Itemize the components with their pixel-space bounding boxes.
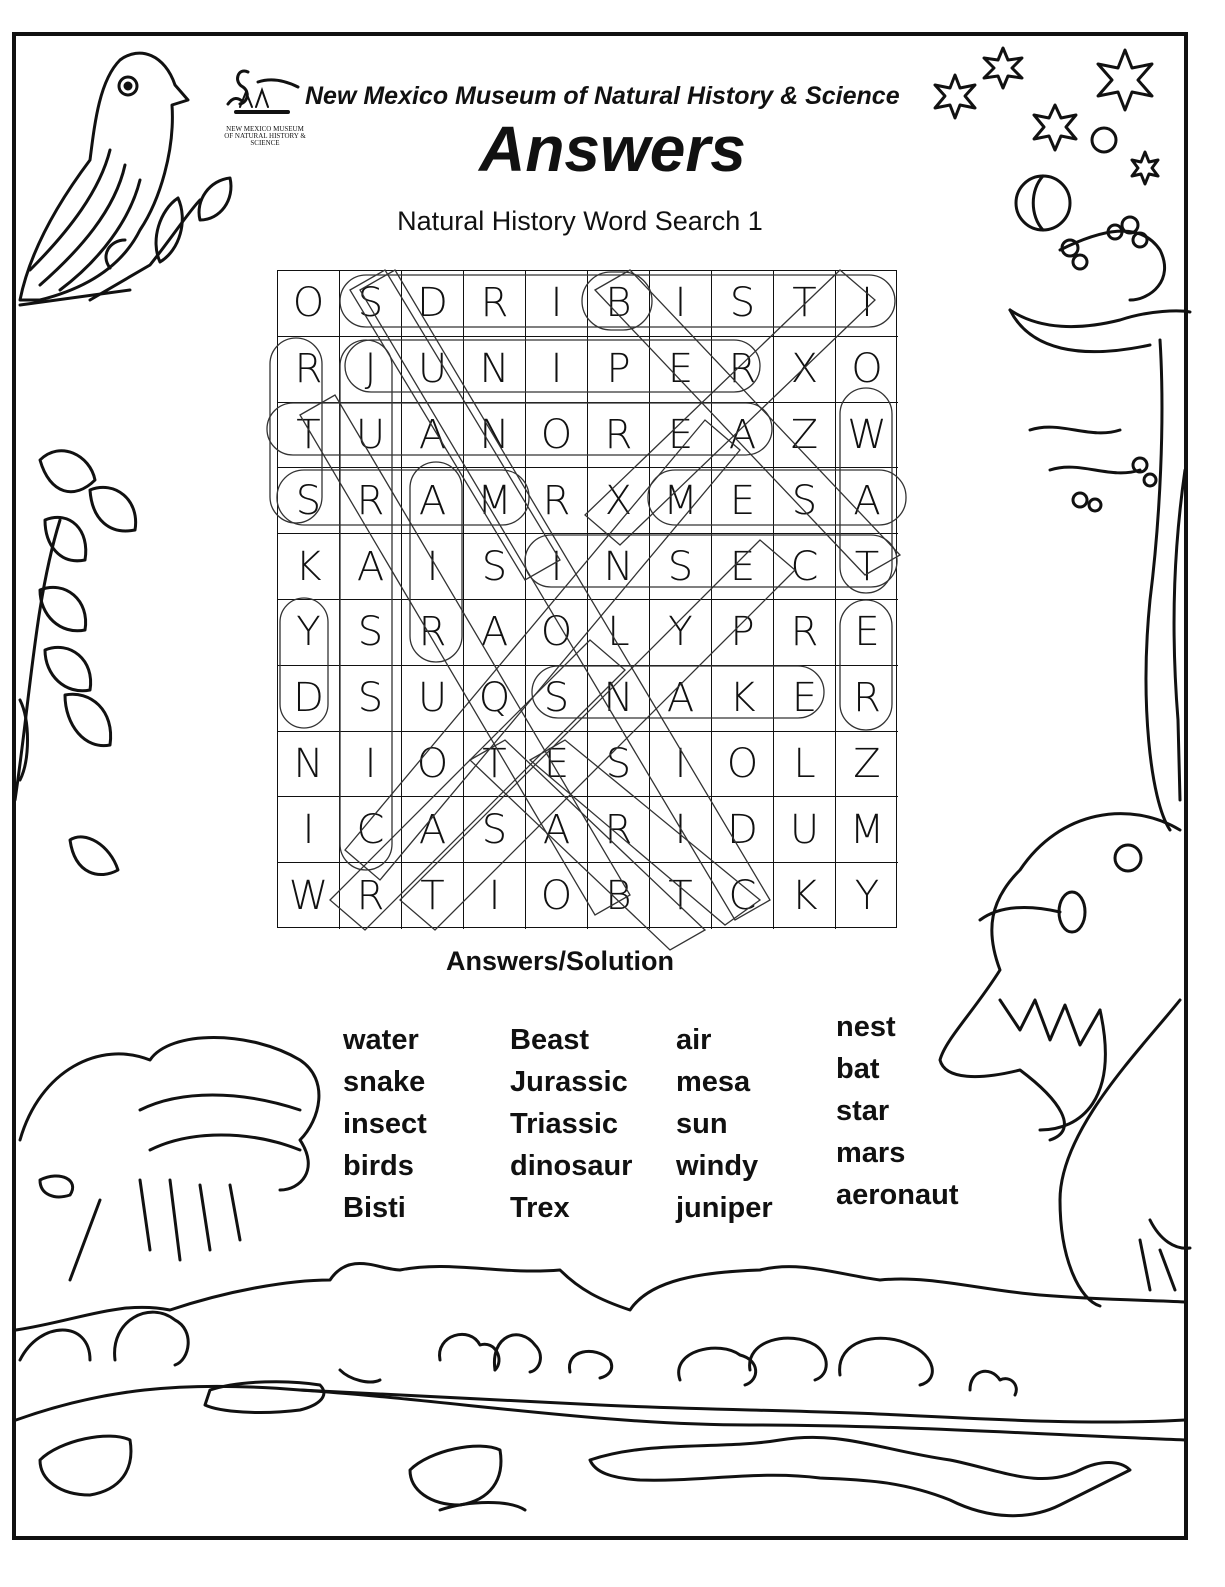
grid-cell: S [712, 271, 774, 337]
grid-cell: N [464, 403, 526, 469]
grid-cell: C [340, 797, 402, 863]
grid-cell: A [650, 666, 712, 732]
grid-cell: P [712, 600, 774, 666]
word-list-item: water [343, 1024, 419, 1056]
grid-cell: R [836, 666, 898, 732]
grid-cell: E [774, 666, 836, 732]
grid-cell: R [588, 797, 650, 863]
grid-cell: R [464, 271, 526, 337]
grid-cell: I [464, 863, 526, 929]
grid-cell: U [774, 797, 836, 863]
grid-cell: I [340, 732, 402, 798]
grid-cell: L [588, 600, 650, 666]
grid-cell: N [588, 534, 650, 600]
grid-cell: A [402, 797, 464, 863]
grid-cell: E [650, 337, 712, 403]
grid-cell: D [278, 666, 340, 732]
grid-cell: E [650, 403, 712, 469]
grid-cell: A [402, 468, 464, 534]
grid-cell: R [402, 600, 464, 666]
grid-cell: O [712, 732, 774, 798]
grid-cell: W [278, 863, 340, 929]
grid-cell: S [340, 666, 402, 732]
grid-cell: I [526, 337, 588, 403]
grid-cell: Y [854, 873, 880, 920]
grid-cell: R [278, 337, 340, 403]
solution-label: Answers/Solution [445, 946, 675, 976]
grid-cell: T [402, 863, 464, 929]
word-list-item: bat [836, 1053, 880, 1085]
word-list-item: aeronaut [836, 1179, 959, 1211]
grid-cell: B [588, 271, 650, 337]
grid-cell: S [340, 271, 402, 337]
grid-cell: U [340, 403, 402, 469]
grid-cell: S [588, 732, 650, 798]
word-list-item: dinosaur [510, 1150, 633, 1182]
word-list-item: Bisti [343, 1192, 406, 1224]
word-list-column-2 [510, 1019, 632, 1229]
grid-cell: L [774, 732, 836, 798]
grid-cell: N [464, 337, 526, 403]
grid-cell: E [526, 732, 588, 798]
word-list-item: sun [676, 1108, 728, 1140]
grid-cell: S [650, 534, 712, 600]
grid-cell: A [526, 797, 588, 863]
word-list-item: Jurassic [510, 1066, 628, 1098]
word-list-item: air [676, 1024, 712, 1056]
grid-cell: A [712, 403, 774, 469]
word-list-item: Triassic [510, 1108, 619, 1140]
grid-cell: O [526, 600, 588, 666]
grid-cell: R [588, 403, 650, 469]
word-list-item: mesa [676, 1066, 751, 1098]
word-list-item: star [836, 1095, 890, 1127]
grid-cell: A [464, 600, 526, 666]
grid-cell: S [526, 666, 588, 732]
grid-cell: A [340, 534, 402, 600]
grid-cell: A [836, 468, 898, 534]
grid-cell: T [774, 271, 836, 337]
grid-cell: R [526, 468, 588, 534]
grid-cell: S [774, 468, 836, 534]
word-list-column-1 [343, 1019, 427, 1229]
word-list-item: Beast [510, 1024, 589, 1056]
word-list-item: windy [676, 1150, 759, 1182]
word-list-item: mars [836, 1137, 906, 1169]
grid-cell: D [712, 797, 774, 863]
word-list-column-4 [836, 1006, 958, 1216]
grid-cell: T [836, 534, 898, 600]
grid-cell: Y [650, 600, 712, 666]
grid-cell: Y [278, 600, 340, 666]
grid-cell: I [650, 732, 712, 798]
word-search-subtitle: Natural History Word Search 1 [397, 206, 763, 236]
grid-cell: I [278, 797, 340, 863]
grid-cell: K [774, 863, 836, 929]
grid-cell: W [836, 403, 898, 469]
grid-cell: J [340, 337, 402, 403]
grid-cell: S [464, 797, 526, 863]
word-list-item: nest [836, 1011, 896, 1043]
grid-cell: O [402, 732, 464, 798]
word-list-item: Trex [510, 1192, 570, 1224]
grid-cell: R [340, 863, 402, 929]
grid-cell: I [526, 534, 588, 600]
grid-cell: X [588, 468, 650, 534]
grid-cell: U [402, 666, 464, 732]
grid-cell: T [464, 732, 526, 798]
grid-cell: N [278, 732, 340, 798]
grid-cell: E [836, 600, 898, 666]
grid-cell: I [650, 797, 712, 863]
grid-cell: A [402, 403, 464, 469]
grid-cell: I [836, 271, 898, 337]
grid-cell: O [526, 863, 588, 929]
grid-cell: Q [464, 666, 526, 732]
grid-cell: N [588, 666, 650, 732]
grid-cell: I [650, 271, 712, 337]
grid-cell: R [340, 468, 402, 534]
grid-cell: Z [774, 403, 836, 469]
grid-cell: D [402, 271, 464, 337]
grid-cell: E [712, 468, 774, 534]
grid-cell: C [774, 534, 836, 600]
museum-name: New Mexico Museum of Natural History & Science [305, 82, 900, 110]
grid-cell: C [712, 863, 774, 929]
grid-cell: M [464, 468, 526, 534]
grid-cell: K [712, 666, 774, 732]
grid-cell: B [588, 863, 650, 929]
grid-cell: O [526, 403, 588, 469]
grid-cell: R [774, 600, 836, 666]
grid-cell: O [278, 271, 340, 337]
grid-cell: S [278, 468, 340, 534]
grid-cell: U [402, 337, 464, 403]
grid-cell: T [278, 403, 340, 469]
logo-text: NEW MEXICO MUSEUM OF NATURAL HISTORY & SCIENCE [224, 125, 306, 147]
grid-cell: I [402, 534, 464, 600]
grid-cell: T [650, 863, 712, 929]
grid-cell: M [650, 468, 712, 534]
word-list-item: birds [343, 1150, 414, 1182]
grid-cell: S [464, 534, 526, 600]
grid-cell: X [774, 337, 836, 403]
grid-cell: Z [836, 732, 898, 798]
page-title: Answers [479, 113, 746, 185]
grid-cell: O [836, 337, 898, 403]
word-search-grid [277, 270, 897, 928]
word-list-item: snake [343, 1066, 426, 1098]
grid-cell: K [278, 534, 340, 600]
grid-cell: P [588, 337, 650, 403]
grid-cell: M [836, 797, 898, 863]
word-list-column-3 [676, 1019, 773, 1229]
word-list-item: insect [343, 1108, 427, 1140]
grid-cell: S [340, 600, 402, 666]
grid-cell: R [712, 337, 774, 403]
grid-cell: I [526, 271, 588, 337]
grid-cell: E [712, 534, 774, 600]
word-list-item: juniper [676, 1192, 773, 1224]
